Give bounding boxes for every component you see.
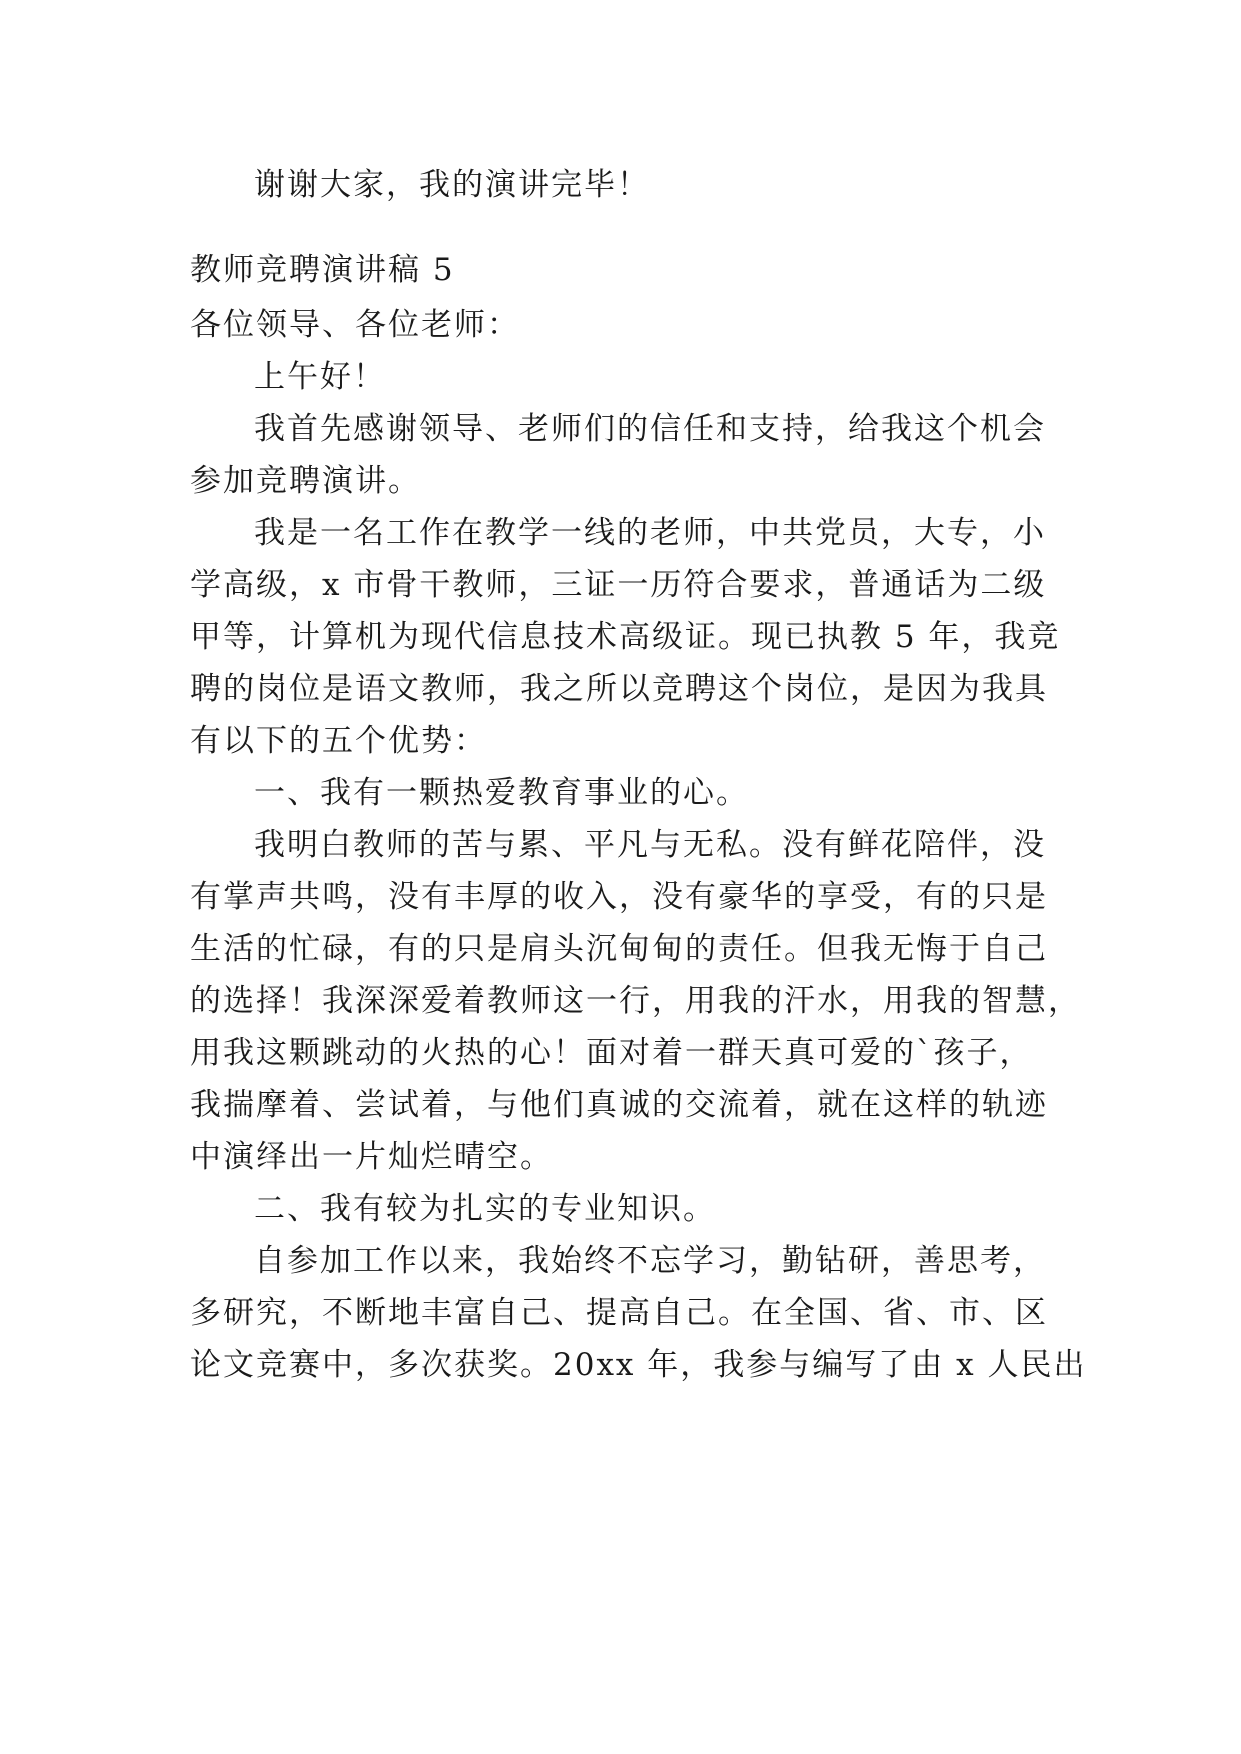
section-heading: 一、我有一颗热爱教育事业的心。 <box>254 775 749 811</box>
greeting: 上午好！ <box>254 359 386 395</box>
paragraph-line: 甲等，计算机为现代信息技术高级证。现已执教 5 年，我竞 <box>190 619 1061 655</box>
paragraph-line: 聘的岗位是语文教师，我之所以竞聘这个岗位，是因为我具 <box>190 671 1048 707</box>
section-heading: 二、我有较为扎实的专业知识。 <box>254 1191 716 1227</box>
paragraph-line: 学高级，x 市骨干教师，三证一历符合要求，普通话为二级 <box>190 567 1047 603</box>
paragraph-line: 我是一名工作在教学一线的老师，中共党员，大专，小 <box>254 515 1046 551</box>
paragraph-line: 多研究，不断地丰富自己、提高自己。在全国、省、市、区 <box>190 1295 1048 1331</box>
paragraph-line: 的选择！我深深爱着教师这一行，用我的汗水，用我的智慧， <box>190 983 1081 1019</box>
salutation: 各位领导、各位老师： <box>190 307 520 343</box>
closing-line: 谢谢大家，我的演讲完毕！ <box>254 167 650 203</box>
paragraph-line: 我首先感谢领导、老师们的信任和支持，给我这个机会 <box>254 411 1046 447</box>
paragraph-line: 有以下的五个优势： <box>190 723 487 759</box>
paragraph-line: 中演绎出一片灿烂晴空。 <box>190 1139 553 1175</box>
paragraph-line: 我明白教师的苦与累、平凡与无私。没有鲜花陪伴，没 <box>254 827 1046 863</box>
paragraph-line: 自参加工作以来，我始终不忘学习，勤钻研，善思考， <box>254 1243 1046 1279</box>
speech-title: 教师竞聘演讲稿 5 <box>190 252 455 288</box>
paragraph-line: 生活的忙碌，有的只是肩头沉甸甸的责任。但我无悔于自己 <box>190 931 1048 967</box>
paragraph-line: 参加竞聘演讲。 <box>190 463 421 499</box>
paragraph-line: 有掌声共鸣，没有丰厚的收入，没有豪华的享受，有的只是 <box>190 879 1048 915</box>
paragraph-line: 我揣摩着、尝试着，与他们真诚的交流着，就在这样的轨迹 <box>190 1087 1048 1123</box>
paragraph-line: 用我这颗跳动的火热的心！面对着一群天真可爱的`孩子， <box>190 1035 1033 1071</box>
paragraph-line: 论文竞赛中，多次获奖。20xx 年，我参与编写了由 x 人民出 <box>190 1347 1087 1383</box>
